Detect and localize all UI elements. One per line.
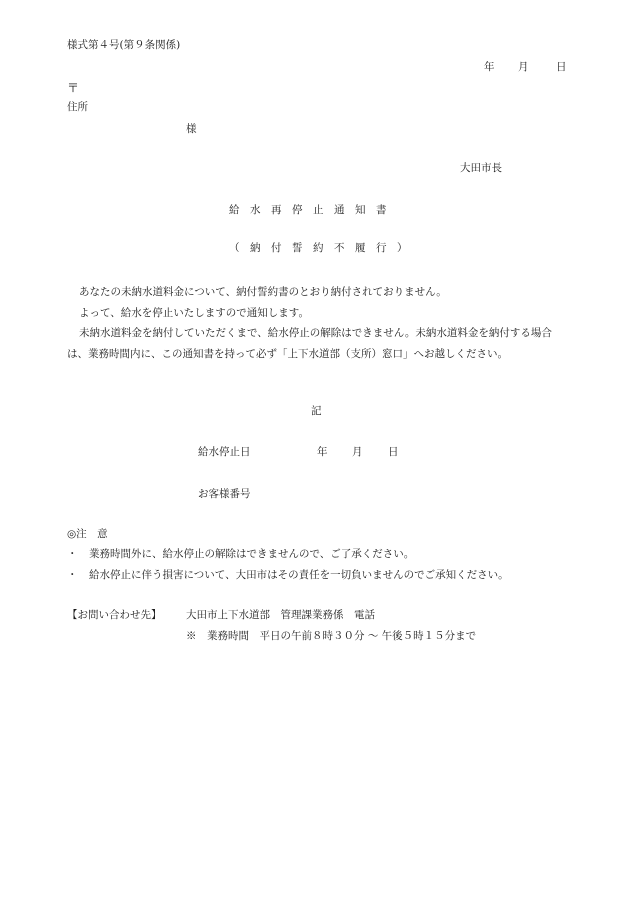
body-paragraph-1: あなたの未納水道料金について、納付誓約書のとおり納付されておりません。 [79, 286, 447, 298]
business-hours: ※ 業務時間 平日の午前８時３０分 〜 午後５時１５分まで [186, 630, 477, 642]
note-item-1 [67, 549, 414, 560]
address-label: 住所 [67, 101, 88, 113]
stop-date-label: 給水停止日 [198, 446, 251, 458]
date-month-label: 月 [518, 61, 529, 73]
contact-department: 大田市上下水道部 管理課業務係 電話 [186, 609, 375, 621]
customer-number-label: お客様番号 [198, 488, 251, 500]
postal-mark: 〒 [67, 81, 80, 95]
stop-date-year: 年 [317, 446, 328, 458]
bullet-mark: ・ [67, 548, 78, 560]
body-text [67, 282, 567, 364]
body-paragraph-3: 未納水道料金を納付していただくまで、給水停止の解除はできません。未納水道料金を納付する場合は、業務時間内に、この通知書を持って必ず「上下水道部（支所）窓口」へお越しください。 [67, 327, 552, 360]
honorific: 様 [186, 123, 197, 135]
note-text-2: 給水停止に伴う損害について、大田市はその責任を一切負いませんのでご承知ください。 [89, 569, 509, 581]
stop-date-day: 日 [388, 446, 399, 458]
note-text-1: 業務時間外に、給水停止の解除はできませんので、ご了承ください。 [89, 548, 415, 560]
date-day-label: 日 [556, 61, 567, 73]
ki-label: 記 [311, 405, 322, 417]
body-paragraph-2: よって、給水を停止いたしますので通知します。 [79, 306, 309, 319]
contact-label: 【お問い合わせ先】 [67, 609, 162, 621]
form-label: 様式第４号(第９条関係) [67, 39, 181, 51]
document-title: 給 水 再 停 止 通 知 書 [229, 204, 387, 216]
document-subtitle: （ 納 付 誓 約 不 履 行 ） [229, 242, 408, 254]
notes-heading: ◎注 意 [67, 528, 108, 540]
bullet-mark: ・ [67, 569, 78, 581]
note-item-2 [67, 570, 509, 581]
date-year-label: 年 [484, 61, 495, 73]
sender: 大田市長 [460, 162, 502, 174]
stop-date-month: 月 [352, 446, 363, 458]
